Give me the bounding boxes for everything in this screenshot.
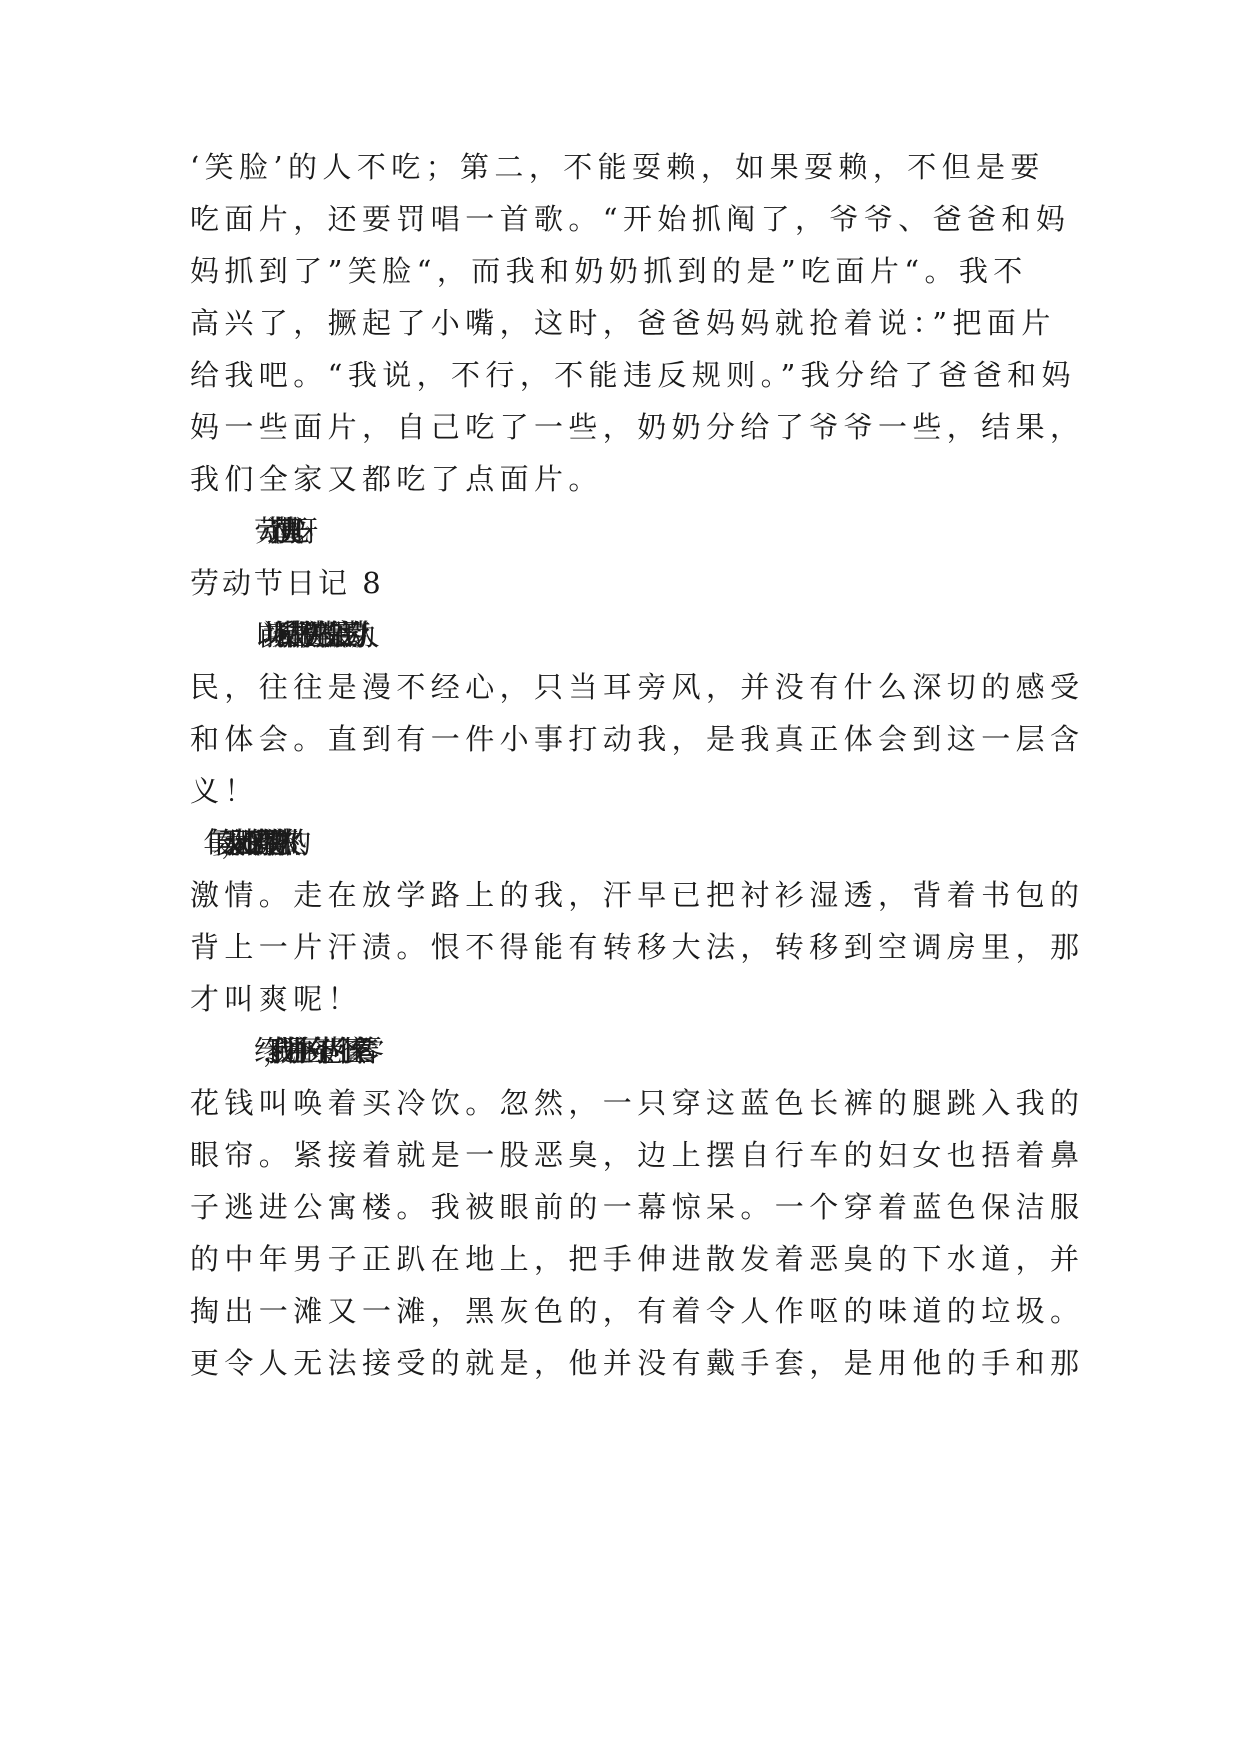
paragraph-line-15: 背上一片汗渍。恨不得能有转移大法，转移到空调房里，那: [190, 930, 1085, 964]
paragraph-line-8: 劳动节过得真开心呀。: [254, 514, 299, 548]
paragraph-line-13: 那是 20xx 年的夏天，太阳正尽情的释放着它那火热的: [254, 826, 287, 860]
paragraph-line-5: 给我吧。“我说，不行，不能违反规则。”我分给了爸爸和妈: [190, 358, 1076, 392]
paragraph-line-10: 民，往往是漫不经心，只当耳旁风，并没有什么深切的感受: [190, 670, 1085, 704]
paragraph-line-4: 高兴了，撅起了小嘴，这时，爸爸妈妈就抢着说：”把面片: [190, 306, 1056, 340]
paragraph-line-19: 眼帘。紧接着就是一股恶臭，边上摆自行车的妇女也捂着鼻: [190, 1138, 1085, 1172]
paragraph-line-22: 掏出一滩又一滩，黑灰色的，有着令人作呕的味道的垃圾。: [190, 1294, 1085, 1328]
paragraph-line-14: 激情。走在放学路上的我，汗早已把衬衫湿透，背着书包的: [190, 878, 1085, 912]
paragraph-line-3: 妈抓到了”笑脸“，而我和奶奶抓到的是”吃面片“。我不: [190, 254, 1028, 288]
paragraph-line-7: 我们全家又都吃了点面片。: [190, 462, 603, 496]
paragraph-line-21: 的中年男子正趴在地上，把手伸进散发着恶臭的下水道，并: [190, 1242, 1085, 1276]
paragraph-line-11: 和体会。直到有一件小事打动我，是我真正体会到这一层含: [190, 722, 1085, 756]
paragraph-line-18: 花钱叫唤着买冷饮。忽然，一只穿这蓝色长裤的腿跳入我的: [190, 1086, 1085, 1120]
paragraph-line-6: 妈一些面片，自己吃了一些，奶奶分给了爷爷一些，结果，: [190, 410, 1085, 444]
paragraph-line-1: ‘笑脸’的人不吃；第二，不能耍赖，如果耍赖，不但是要: [190, 150, 1045, 184]
paragraph-line-2: 吃面片，还要罚唱一首歌。“开始抓阄了，爷爷、爸爸和妈: [190, 202, 1071, 236]
section-heading: 劳动节日记 8: [190, 566, 384, 600]
paragraph-line-23: 更令人无法接受的就是，他并没有戴手套，是用他的手和那: [190, 1346, 1085, 1380]
paragraph-line-12: 义！: [190, 774, 259, 808]
paragraph-line-20: 子逃进公寓楼。我被眼前的一幕惊呆。一个穿着蓝色保洁服: [190, 1190, 1085, 1224]
paragraph-line-16: 才叫爽呢！: [190, 982, 363, 1016]
paragraph-line-17: 终于，我拐进通往小区的一条小巷。几个小孩正拿着零: [254, 1034, 360, 1068]
paragraph-line-9: 以前场听长辈或书报上赞美那些社会最底层的劳动人: [254, 618, 356, 652]
